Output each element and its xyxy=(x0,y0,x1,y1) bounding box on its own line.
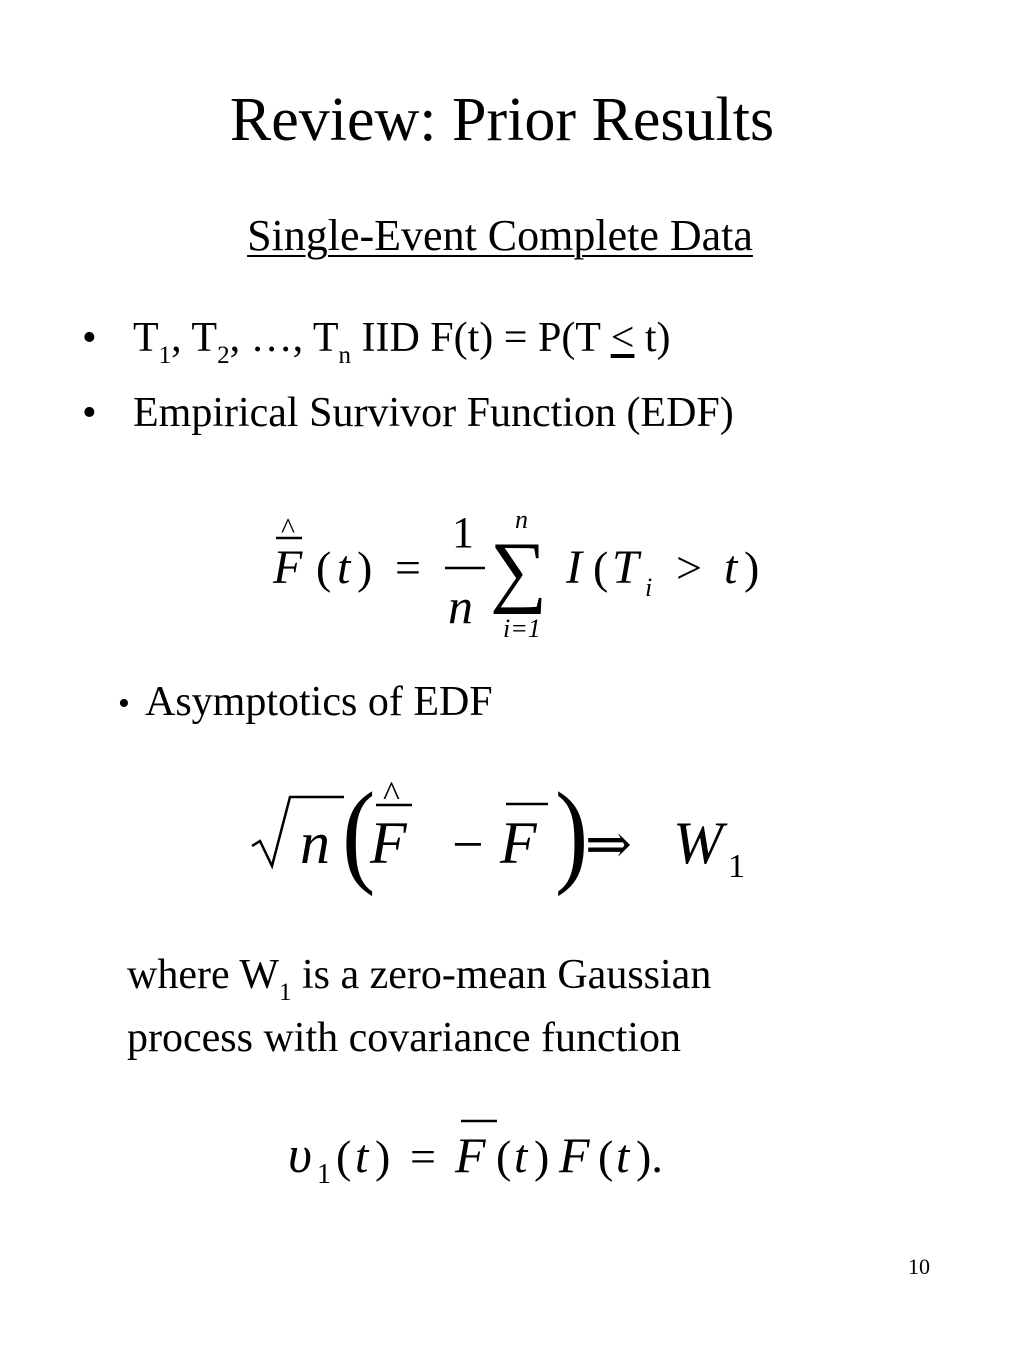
svg-text:−: − xyxy=(452,814,484,876)
less-equal-symbol: < xyxy=(610,315,635,361)
svg-text:): ) xyxy=(357,542,373,593)
svg-text:n: n xyxy=(300,810,330,876)
svg-text:i=1: i=1 xyxy=(503,614,541,643)
slide-title: Review: Prior Results xyxy=(229,86,775,154)
svg-text:F: F xyxy=(455,1127,486,1183)
svg-text:i: i xyxy=(645,573,653,602)
svg-text:(: ( xyxy=(316,542,332,593)
svg-text:F: F xyxy=(500,810,537,876)
svg-text:n: n xyxy=(448,578,473,634)
svg-text:n: n xyxy=(515,505,528,534)
svg-text:1: 1 xyxy=(452,508,474,557)
bullet-marker-1: • xyxy=(82,315,97,361)
svg-text:F: F xyxy=(273,541,303,594)
svg-text:F: F xyxy=(559,1127,590,1183)
svg-text:1: 1 xyxy=(728,848,745,885)
svg-text:(: ( xyxy=(336,1131,352,1182)
svg-text:t: t xyxy=(616,1130,630,1183)
svg-text:=: = xyxy=(395,542,421,593)
svg-text:F: F xyxy=(370,810,407,876)
svg-text:>: > xyxy=(676,542,702,593)
svg-text:t: t xyxy=(514,1130,528,1183)
svg-text:=: = xyxy=(410,1131,436,1182)
sub-bullet-asymptotics: Asymptotics of EDF xyxy=(145,679,493,725)
svg-text:t: t xyxy=(724,541,738,594)
svg-text:∑: ∑ xyxy=(490,527,548,615)
svg-text:^: ^ xyxy=(383,774,400,814)
sub-bullet-marker: • xyxy=(118,685,130,722)
bullet-marker-2: • xyxy=(82,390,97,436)
svg-text:I: I xyxy=(566,541,582,594)
paragraph-line-2: process with covariance function xyxy=(127,1015,681,1061)
svg-text:W: W xyxy=(673,810,723,876)
svg-text:t: t xyxy=(355,1130,369,1183)
svg-text:): ) xyxy=(534,1131,550,1182)
svg-text:(: ( xyxy=(342,770,376,898)
paragraph-line-1: where $W_1$ is a zero-mean Gaussian xyxy=(127,952,712,1006)
svg-text:(: ( xyxy=(598,1131,614,1182)
svg-text:⇒: ⇒ xyxy=(585,814,632,876)
bullet-edf: Empirical Survivor Function (EDF) xyxy=(133,390,734,436)
svg-text:^: ^ xyxy=(281,512,296,545)
svg-text:υ: υ xyxy=(288,1127,312,1184)
svg-text:T: T xyxy=(612,541,639,594)
svg-text:(: ( xyxy=(593,542,609,593)
page-number: 10 xyxy=(908,1254,930,1279)
bullet-iid-definition: $T_1$, $T_2$, …, $T_n$ IID F(t) = P(T < t) xyxy=(133,315,671,369)
svg-text:t: t xyxy=(337,541,351,594)
svg-text:): ) xyxy=(555,770,589,898)
svg-text:): ) xyxy=(375,1131,391,1182)
svg-text:(: ( xyxy=(496,1131,512,1182)
svg-text:): ) xyxy=(744,542,760,593)
svg-text:).: ). xyxy=(636,1131,663,1182)
slide-subtitle: Single-Event Complete Data xyxy=(247,211,753,260)
svg-text:1: 1 xyxy=(317,1159,331,1190)
